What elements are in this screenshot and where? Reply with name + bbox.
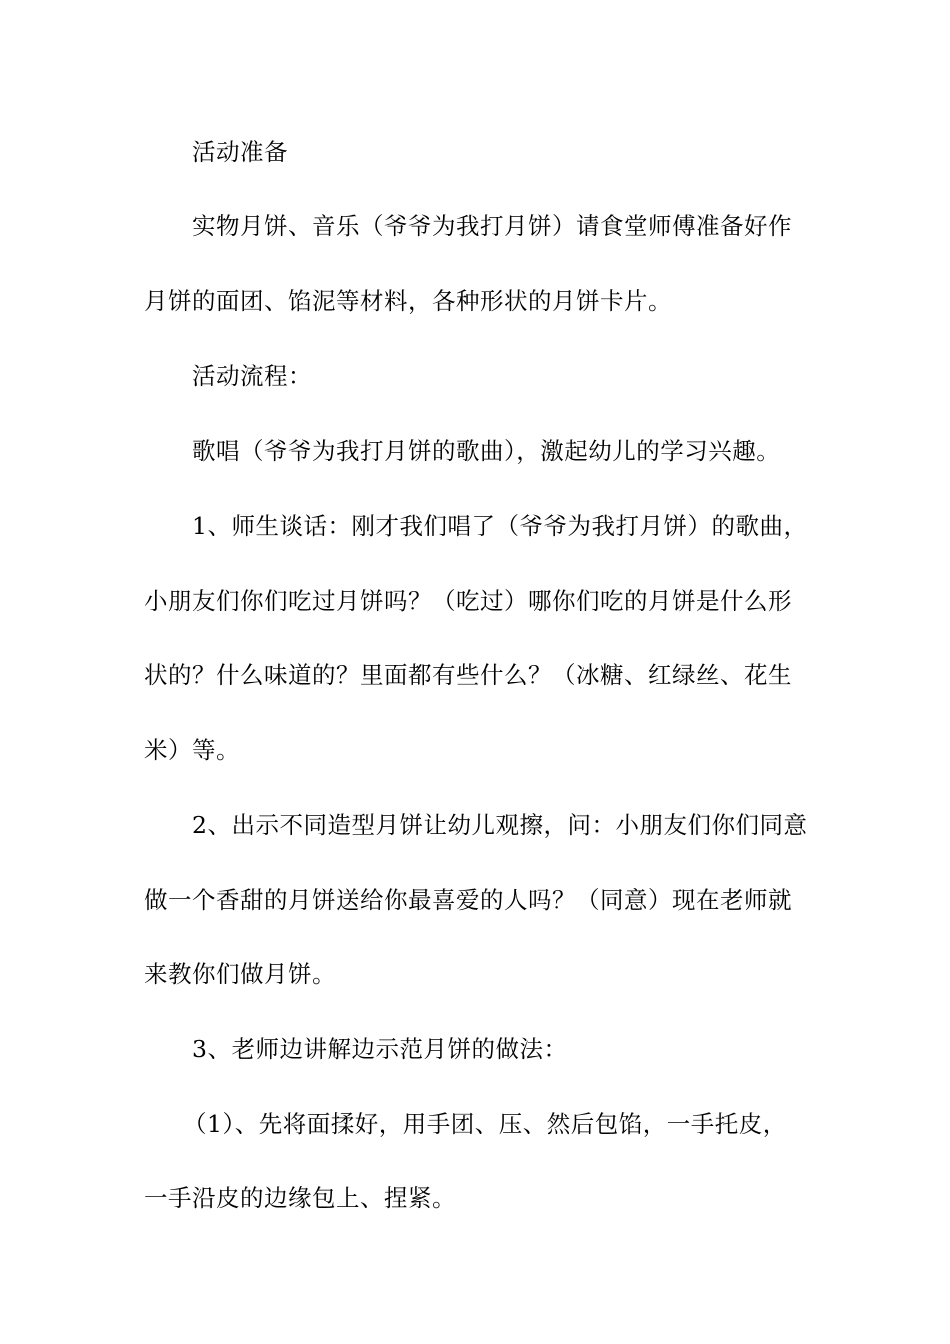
paragraph-line: 做一个香甜的月饼送给你最喜爱的人吗？（同意）现在老师就 (144, 886, 792, 914)
paragraph-line: 米）等。 (144, 736, 240, 764)
paragraph-line: 2、出示不同造型月饼让幼儿观擦，问：小朋友们你们同意 (192, 811, 808, 839)
section-heading-preparation: 活动准备 (192, 138, 288, 166)
paragraph-line: 1、师生谈话：刚才我们唱了（爷爷为我打月饼）的歌曲， (192, 512, 808, 540)
paragraph-line: 小朋友们你们吃过月饼吗？（吃过）哪你们吃的月饼是什么形 (144, 587, 792, 615)
paragraph-line: 月饼的面团、馅泥等材料，各种形状的月饼卡片。 (144, 287, 672, 315)
paragraph-line: 歌唱（爷爷为我打月饼的歌曲），激起幼儿的学习兴趣。 (192, 437, 781, 465)
paragraph-line: 状的？什么味道的？里面都有些什么？（冰糖、红绿丝、花生 (144, 661, 792, 689)
section-heading-process: 活动流程： (192, 362, 312, 390)
paragraph-line: 一手沿皮的边缘包上、捏紧。 (144, 1184, 456, 1212)
paragraph-line: 3、老师边讲解边示范月饼的做法： (192, 1035, 568, 1063)
paragraph-line: 来教你们做月饼。 (144, 960, 336, 988)
paragraph-line: （1）、先将面揉好，用手团、压、然后包馅，一手托皮， (183, 1110, 787, 1138)
paragraph-line: 实物月饼、音乐（爷爷为我打月饼）请食堂师傅准备好作 (192, 212, 792, 240)
